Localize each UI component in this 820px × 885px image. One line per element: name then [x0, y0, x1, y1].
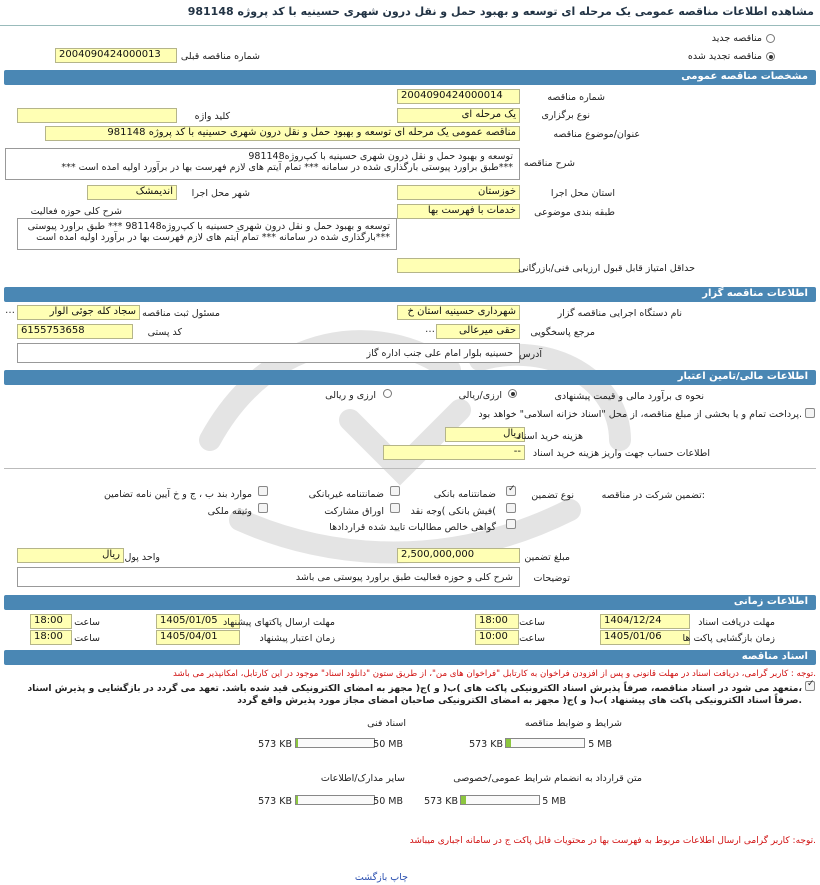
- bank-guarantee-checkbox[interactable]: [506, 486, 516, 496]
- renewed-tender-radio[interactable]: [766, 52, 775, 61]
- bond-items-label: موارد بند ب ، ج و خ آیین نامه تضامین: [103, 489, 252, 500]
- file-conditions-bar: [505, 738, 585, 748]
- receive-time-label: ساعت: [519, 617, 545, 628]
- response-more-icon[interactable]: …: [425, 324, 435, 335]
- open-time-label: ساعت: [519, 633, 545, 644]
- response-authority: حقی میرعالی: [436, 324, 520, 339]
- tender-type: یک مرحله ای: [397, 108, 520, 123]
- file-conditions-bar-fill: [506, 739, 511, 747]
- bonds-label: اوراق مشارکت: [324, 506, 384, 517]
- file-contract-max: 5 MB: [542, 796, 566, 807]
- tender-description-line1: توسعه و بهبود حمل و نقل درون شهری حسینیه با کپ‌روژه981148: [248, 151, 513, 162]
- organizer-more-icon[interactable]: …: [5, 305, 15, 316]
- bank-guarantee-label: ضمانتنامه بانکی: [433, 489, 496, 500]
- print-back-link[interactable]: چاپ بازگشت: [354, 872, 408, 883]
- file-other-bar: [295, 795, 375, 805]
- file-technical-bar-fill: [296, 739, 298, 747]
- province-field: خوزستان: [397, 185, 520, 200]
- activity-scope-line2: بارگذاری شده در سامانه *** تمام آیتم های لازم فهرست بها در برآورد اولیه امده است***: [36, 232, 390, 243]
- activity-scope-line1: توسعه و بهبود حمل و نقل درون شهری حسینیه با کپ‌روژه981148 *** طبق براورد پیوستی: [27, 221, 390, 232]
- new-tender-radio[interactable]: [766, 34, 775, 43]
- open-date: 1405/01/06: [600, 630, 690, 645]
- section-general: مشخصات مناقصه عمومی: [4, 70, 816, 85]
- nonbank-guarantee-label: ضمانتنامه غیربانکی: [308, 489, 384, 500]
- send-date: 1405/01/05: [156, 614, 240, 629]
- file-contract-bar: [460, 795, 540, 805]
- divider: [4, 468, 816, 469]
- city-field: اندیمشک: [87, 185, 177, 200]
- postal-code: 6155753658: [17, 324, 133, 339]
- file-technical-total: 573 KB: [258, 739, 292, 750]
- commit-line1: متعهد می شود در اسناد مناقصه، صرفاً پذیرش اسناد الکترونیکی پاکت های )ب( و )ج( مجهز به امضای الکترونیکی قید شده باشد. تعهد می گردد در بازگشایی و پذیرش اسناد،: [27, 683, 802, 694]
- organizer-name: شهرداری حسینیه استان خ: [397, 305, 520, 320]
- page-title: مشاهده اطلاعات مناقصه عمومی یک مرحله ای توسعه و بهبود حمل و نقل درون شهری حسینیه با کد پروژه 981148: [0, 0, 820, 26]
- file-conditions-label: شرایط و ضوابط مناقصه: [524, 718, 622, 729]
- file-contract-label: متن قرارداد به انضمام شرایط عمومی/خصوصی: [453, 773, 642, 784]
- section-finance: اطلاعات مالی/تامین اعتبار: [4, 370, 816, 385]
- offer-method-label: نحوه ی برآورد مالی و قیمت پیشنهادی: [554, 391, 704, 402]
- tender-description-label: شرح مناقصه: [523, 158, 575, 169]
- property-label: وثیقه ملکی: [207, 506, 252, 517]
- account-field: --: [383, 445, 525, 460]
- rial-label: ارزی/ریالی: [458, 390, 502, 401]
- province-label: استان محل اجرا: [550, 188, 615, 199]
- section-time: اطلاعات زمانی: [4, 595, 816, 610]
- new-tender-label: مناقصه جدید: [711, 33, 762, 44]
- tender-number: 2004090424000014: [397, 89, 520, 104]
- registrar-name: سجاد کله جوئی الوار: [17, 305, 140, 320]
- valid-time: 18:00: [30, 630, 72, 645]
- address-label: آدرس: [518, 349, 542, 360]
- guarantee-type-label: نوع تضمین: [531, 490, 574, 501]
- notes-field: شرح کلی و حوزه فعالیت طبق براورد پیوستی می باشد: [17, 567, 520, 587]
- keyword-field: [17, 108, 177, 123]
- receive-label: مهلت دریافت اسناد: [698, 617, 775, 628]
- tender-subject: مناقصه عمومی یک مرحله ای توسعه و بهبود حمل و نقل درون شهری حسینیه با کد پروژه 981148: [45, 126, 520, 141]
- open-label: زمان بازگشایی پاکت ها: [682, 633, 775, 644]
- city-label: شهر محل اجرا: [191, 188, 250, 199]
- file-other-label: سایر مدارک/اطلاعات: [320, 773, 405, 784]
- send-time-label: ساعت: [74, 617, 100, 628]
- tender-description: [5, 148, 520, 180]
- postal-code-label: کد پستی: [147, 327, 182, 338]
- doc-fee-label: هزینه خرید اسناد: [516, 431, 583, 442]
- commit-line2: صرفاً اسناد الکترونیکی پاکت های پیشنهاد )ب( و )ج( مجهز به امضای الکترونیکی صاحبان امضای مجاز مورد پذیرش واقع گردد.: [237, 695, 802, 706]
- receive-time: 18:00: [475, 614, 519, 629]
- send-label: مهلت ارسال پاکتهای پیشنهاد: [223, 617, 335, 628]
- response-authority-label: مرجع پاسخگویی: [530, 327, 595, 338]
- section-docs: اسناد مناقصه: [4, 650, 816, 665]
- file-contract-bar-fill: [461, 796, 466, 804]
- file-contract-total: 573 KB: [424, 796, 458, 807]
- send-time: 18:00: [30, 614, 72, 629]
- file-technical-label: اسناد فنی: [367, 718, 406, 729]
- claims-label: گواهی خالص مطالبات تایید شده قراردادها: [329, 522, 496, 533]
- treasury-checkbox[interactable]: [805, 408, 815, 418]
- bonds-checkbox[interactable]: [390, 503, 400, 513]
- min-score-label: حداقل امتیاز قابل قبول ارزیابی فنی/بازرگانی: [518, 263, 695, 274]
- cash-receipt-label: فیش بانکی )وجه نقد(: [410, 506, 496, 517]
- doc-fee-field: ریال: [445, 427, 525, 442]
- account-label: اطلاعات حساب جهت واریز هزینه خرید اسناد: [532, 448, 710, 459]
- renewed-tender-label: مناقصه تجدید شده: [687, 51, 762, 62]
- file-other-total: 573 KB: [258, 796, 292, 807]
- claims-checkbox[interactable]: [506, 519, 516, 529]
- currency-rial-radio[interactable]: [383, 389, 392, 398]
- guarantee-amount: 2,500,000,000: [397, 548, 520, 563]
- guarantee-amount-label: مبلغ تضمین: [524, 552, 570, 563]
- valid-time-label: ساعت: [74, 633, 100, 644]
- tender-type-label: نوع برگزاری: [541, 110, 590, 121]
- category-label: طبقه بندی موضوعی: [534, 207, 615, 218]
- receive-date: 1404/12/24: [600, 614, 690, 629]
- nonbank-guarantee-checkbox[interactable]: [390, 486, 400, 496]
- file-conditions-total: 573 KB: [469, 739, 503, 750]
- activity-scope-label: شرح کلی حوزه فعالیت: [30, 206, 122, 217]
- guarantee-label: تضمین شرکت در مناقصه:: [601, 490, 705, 501]
- keyword-label: کلید واژه: [194, 111, 230, 122]
- min-score-field: [397, 258, 520, 273]
- organizer-name-label: نام دستگاه اجرایی مناقصه گزار: [557, 308, 682, 319]
- valid-label: زمان اعتبار پیشنهاد: [259, 633, 335, 644]
- previous-tender-number: 2004090424000013: [55, 48, 177, 63]
- previous-tender-number-label: شماره مناقصه قبلی: [180, 51, 260, 62]
- file-other-bar-fill: [296, 796, 298, 804]
- commit-checkbox[interactable]: [805, 681, 815, 691]
- currency-unit-label: واحد پول: [124, 552, 160, 563]
- registrar-label: مسئول ثبت مناقصه: [142, 308, 220, 319]
- treasury-text: پرداخت تمام و یا بخشی از مبلغ مناقصه، از محل "اسناد خزانه اسلامی" خواهد بود.: [478, 409, 802, 420]
- category-field: خدمات با فهرست بها: [397, 204, 520, 219]
- open-time: 10:00: [475, 630, 519, 645]
- docs-note-bottom: توجه: کاربر گرامی ارسال اطلاعات مربوط به فهرست بها در محتویات فایل پاکت ج در سامانه اجباری میباشد.: [409, 836, 816, 846]
- section-organizer: اطلاعات مناقصه گزار: [4, 287, 816, 302]
- file-conditions-max: 5 MB: [588, 739, 612, 750]
- currency-unit: ریال: [17, 548, 124, 563]
- bond-items-checkbox[interactable]: [258, 486, 268, 496]
- notes-label: توضیحات: [533, 573, 570, 584]
- file-technical-max: 50 MB: [373, 739, 403, 750]
- valid-date: 1405/04/01: [156, 630, 240, 645]
- currency-rial-label: ارزی و ریالی: [325, 390, 376, 401]
- address-field: حسینیه بلوار امام علی جنب اداره گاز: [17, 343, 520, 363]
- tender-description-line2: *** طبق براورد پیوستی بارگذاری شده در سامانه *** تمام آیتم های لازم فهرست بها در برآورد اولیه امده است***: [61, 162, 513, 173]
- activity-scope: [17, 218, 397, 250]
- docs-note-top: توجه : کاربر گرامی، دریافت اسناد در مهلت قانونی و پس از افزودن فراخوان به کارتابل "فراخوان های من"، از طریق ستون "دانلود اسناد" موجود در این کارتابل، امکانپذیر می باشد.: [173, 669, 816, 679]
- tender-subject-label: عنوان/موضوع مناقصه: [553, 129, 640, 140]
- file-technical-bar: [295, 738, 375, 748]
- file-other-max: 50 MB: [373, 796, 403, 807]
- tender-number-label: شماره مناقصه: [547, 92, 605, 103]
- rial-radio[interactable]: [508, 389, 517, 398]
- property-checkbox[interactable]: [258, 503, 268, 513]
- cash-receipt-checkbox[interactable]: [506, 503, 516, 513]
